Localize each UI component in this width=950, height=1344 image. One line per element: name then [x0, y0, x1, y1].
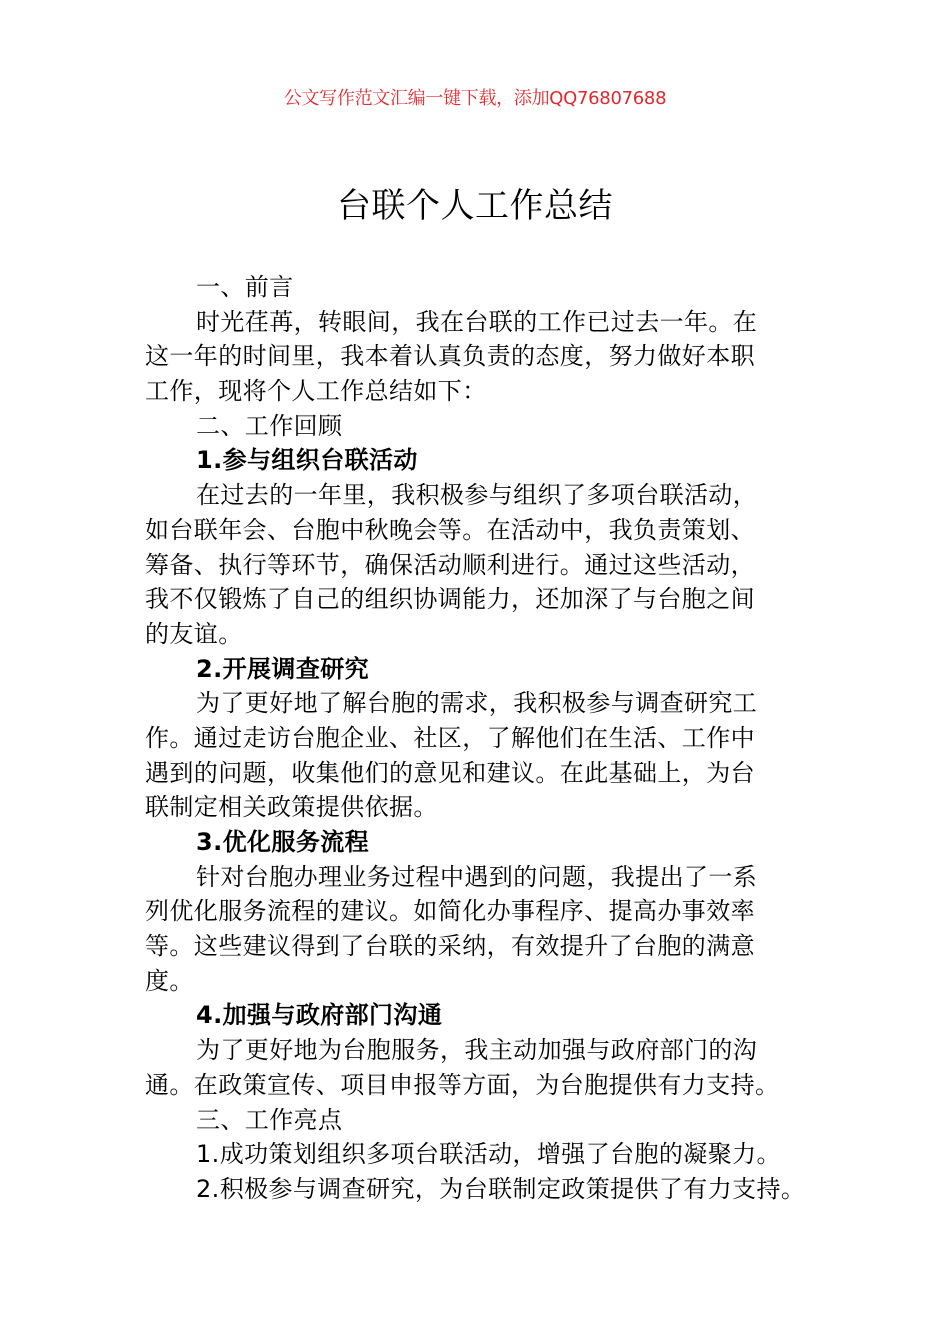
section-heading [145, 825, 810, 860]
text-line: 如台联年会、台胞中秋晚会等。在活动中，我负责策划、 [145, 515, 755, 544]
text-line: 二、工作回顾 [196, 411, 343, 440]
text-line: 这一年的时间里，我本着认真负责的态度，努力做好本职 [145, 342, 755, 371]
text-line: 等。这些建议得到了台联的采纳，有效提升了台胞的满意 [145, 932, 755, 961]
section-heading [145, 652, 810, 687]
text-line: 1.参与组织台联活动 [196, 446, 418, 475]
text-line: 2.开展调查研究 [196, 654, 370, 683]
paragraph [145, 305, 810, 409]
text-line: 3.优化服务流程 [196, 828, 370, 856]
text-line: 4.加强与政府部门沟通 [196, 1001, 443, 1030]
paragraph [145, 1172, 810, 1207]
text-line: 通。在政策宣传、项目申报等方面，为台胞提供有力支持。 [145, 1070, 780, 1099]
paragraph [145, 686, 810, 825]
text-line: 筹备、执行等环节，确保活动顺利进行。通过这些活动， [145, 550, 755, 579]
text-line: 时光荏苒，转眼间，我在台联的工作已过去一年。在 [196, 307, 758, 336]
document-body [145, 270, 810, 1207]
text-line: 列优化服务流程的建议。如简化办事程序、提高办事效率 [145, 897, 755, 926]
document-title: 台联个人工作总结 [337, 186, 613, 226]
text-line: 联制定相关政策提供依据。 [145, 793, 438, 822]
text-line: 工作，现将个人工作总结如下： [145, 377, 487, 406]
paragraph [145, 1033, 810, 1102]
section-heading [145, 998, 810, 1033]
section-heading [145, 270, 810, 305]
section-heading [145, 1103, 810, 1138]
text-line: 遇到的问题，收集他们的意见和建议。在此基础上，为台 [145, 758, 755, 787]
paragraph [145, 478, 810, 651]
text-line: 的友谊。 [145, 619, 243, 648]
text-line: 为了更好地为台胞服务，我主动加强与政府部门的沟 [196, 1036, 758, 1065]
text-line: 我不仅锻炼了自己的组织协调能力，还加深了与台胞之间 [145, 585, 755, 614]
text-line: 作。通过走访台胞企业、社区，了解他们在生活、工作中 [145, 723, 755, 752]
text-line: 一、前言 [196, 273, 294, 301]
text-line: 2.积极参与调查研究，为台联制定政策提供了有力支持。 [196, 1174, 806, 1203]
text-line: 度。 [145, 966, 194, 995]
text-line: 三、工作亮点 [196, 1105, 343, 1134]
section-heading [145, 409, 810, 444]
text-line: 为了更好地了解台胞的需求，我积极参与调查研究工 [196, 689, 758, 718]
paragraph [145, 1137, 810, 1172]
section-heading [145, 443, 810, 478]
text-line: 1.成功策划组织多项台联活动，增强了台胞的凝聚力。 [196, 1140, 781, 1169]
paragraph [145, 860, 810, 999]
download-watermark: 公文写作范文汇编一键下载，添加QQ76807688 [283, 88, 667, 109]
text-line: 在过去的一年里，我积极参与组织了多项台联活动， [196, 481, 758, 510]
text-line: 针对台胞办理业务过程中遇到的问题，我提出了一系 [196, 862, 758, 891]
